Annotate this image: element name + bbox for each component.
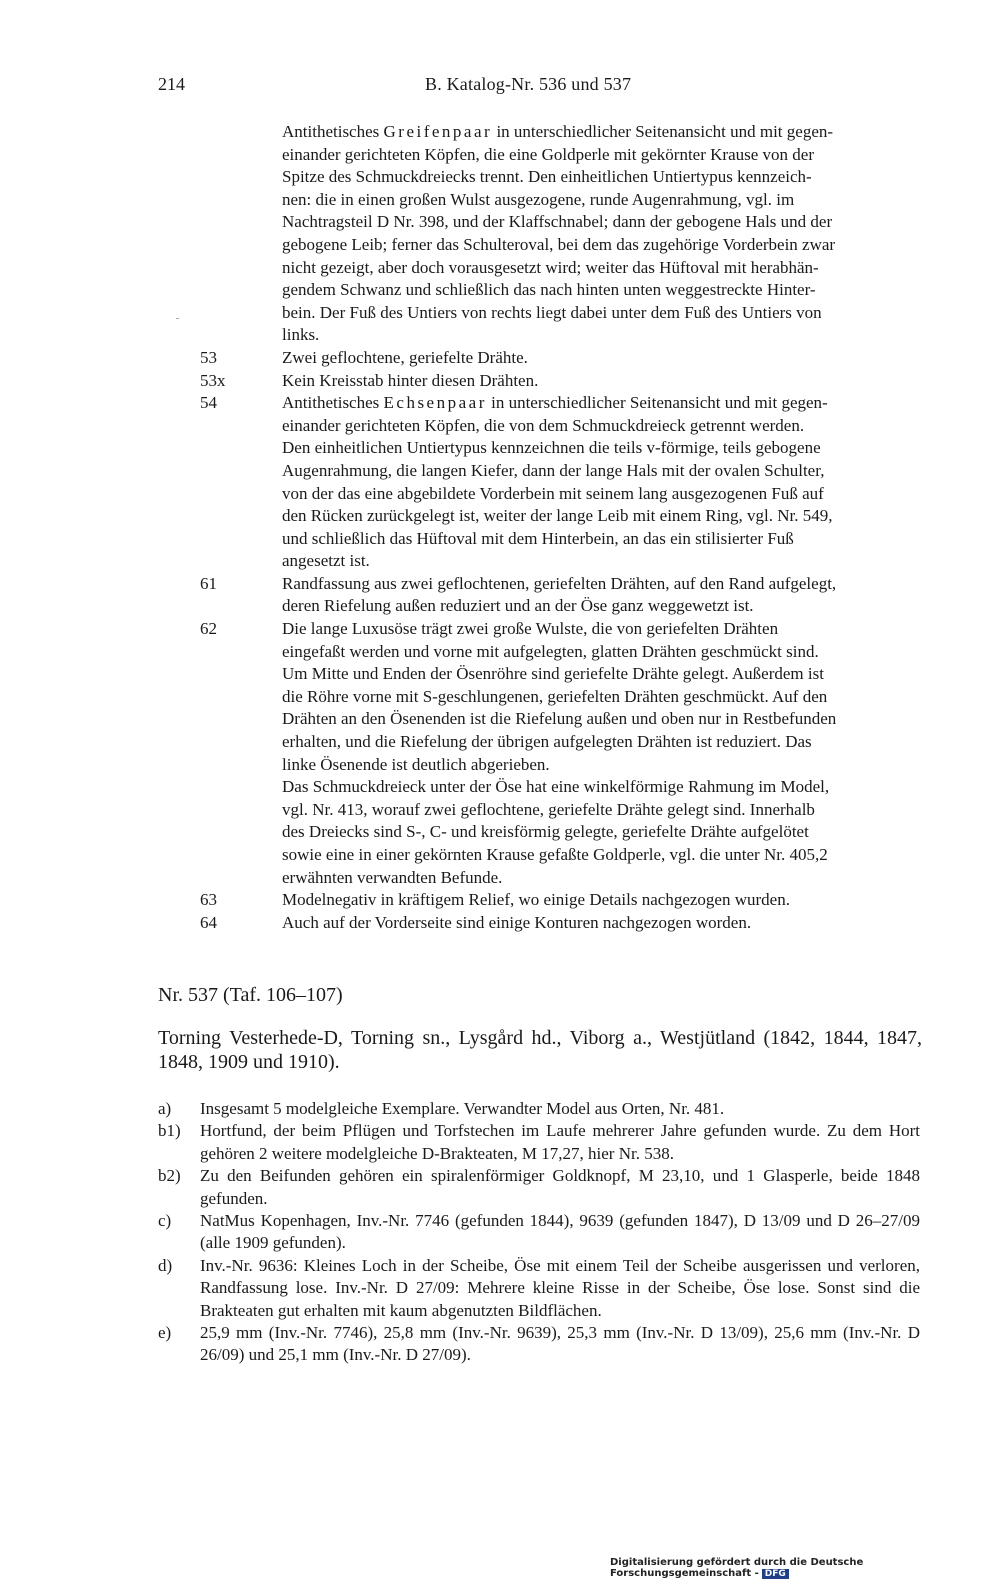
catalog-row-number: 63 [200,890,217,910]
property-key: c) [158,1211,172,1231]
text-line: Randfassung aus zwei geflochtenen, geriefelten Drähten, auf den Rand aufgelegt, [282,573,837,593]
property-key: b2) [158,1166,181,1186]
catalog-row-text [282,370,920,393]
catalog-row-text [282,912,920,935]
property-text: Zu den Beifunden gehören ein spiralenförmiger Goldknopf, M 23,10, und 1 Glasperle, beide 1848 gefunden. [200,1166,920,1208]
property-key: d) [158,1255,173,1275]
property-text: NatMus Kopenhagen, Inv.-Nr. 7746 (gefunden 1844), 9639 (gefunden 1847), D 13/09 und D 26–27/09 (alle 1909 gefunden). [200,1211,920,1253]
text-line: eingefaßt werden und vorne mit aufgelegten, glatten Drähten geschmückt sind. [282,641,819,661]
text-line: Um Mitte und Enden der Ösenröhre sind geriefelte Drähte gelegt. Außerdem ist [282,664,824,684]
catalog-row [0,889,1000,912]
text-line: deren Riefelung außen reduziert und an der Öse ganz weggewetzt ist. [282,596,754,616]
text-line: Antithetisches Greifenpaar in unterschiedlicher Seitenansicht und mit gegen- [282,122,834,141]
catalog-row [0,912,1000,935]
text-line: gendem Schwanz und schließlich das nach hinten unten weggestreckte Hinter- [282,280,816,300]
text-line: bein. Der Fuß des Untiers von rechts liegt dabei unter dem Fuß des Untiers von [282,302,822,322]
entry-location: Torning Vesterhede-D, Torning sn., Lysgård hd., Viborg a., Westjütland (1842, 1844, 1847, 1848, 1909 und 1910). [158,1027,922,1073]
catalog-row-number: 62 [200,619,217,639]
property-key: b1) [158,1121,181,1141]
catalog-row [0,618,1000,889]
text-line: Das Schmuckdreieck unter der Öse hat eine winkelförmige Rahmung im Model, [282,777,830,797]
catalog-row [0,370,1000,393]
property-text: Insgesamt 5 modelgleiche Exemplare. Verwandter Model aus Orten, Nr. 481. [200,1099,725,1118]
credit-text: Digitalisierung gefördert durch die Deutsche Forschungsgemeinschaft - [610,1557,864,1579]
text-line: sowie eine in einer gekörnten Krause gefaßte Goldperle, vgl. die unter Nr. 405,2 [282,845,828,864]
catalog-row [0,347,1000,370]
text-line: Augenrahmung, die langen Kiefer, dann der lange Hals mit der ovalen Schulter, [282,460,825,480]
text-line: Die lange Luxusöse trägt zwei große Wulste, die von geriefelten Drähten [282,619,779,639]
catalog-row-number: 53x [200,370,226,390]
text-line: erwähnten verwandten Befunde. [282,867,503,887]
text-line: linke Ösenende ist deutlich abgerieben. [282,754,550,774]
text-line: erhalten, und die Riefelung der übrigen aufgelegten Drähten ist reduziert. Das [282,732,812,752]
catalog-row-number: 61 [200,573,217,593]
text-line: einander gerichteten Köpfen, die von dem Schmuckdreieck getrennt werden. [282,415,805,435]
page-number: 214 [158,74,185,94]
text-line: und schließlich das Hüftoval mit dem Hinterbein, an das ein stilisierter Fuß [282,528,794,548]
text-line: den Rücken zurückgelegt ist, weiter der lange Leib mit einem Ring, vgl. Nr. 549, [282,506,833,526]
text-line: einander gerichteten Köpfen, die eine Goldperle mit gekörnter Krause von der [282,144,814,164]
property-row [0,1210,1000,1255]
text-line: des Dreiecks sind S-, C- und kreisförmig gelegte, geriefelte Drähte aufgelötet [282,822,809,842]
text-line: Spitze des Schmuckdreiecks trennt. Den einheitlichen Untiertypus kennzeich- [282,167,812,187]
property-key: e) [158,1323,172,1343]
property-text: Hortfund, der beim Pflügen und Torfstechen im Laufe mehrerer Jahre gefunden wurde. Zu dem Hort gehören 2 weitere modelgleiche D-Brakteaten, M 17,27, hier Nr. 538. [200,1121,920,1163]
text-line: links. [282,325,320,345]
text-line: Auch auf der Vorderseite sind einige Konturen nachgezogen worden. [282,912,752,932]
property-text: Inv.-Nr. 9636: Kleines Loch in der Scheibe, Öse mit einem Teil der Scheibe ausgerissen und verloren, Randfassung lose. Inv.-Nr. D 27/09: Mehrere kleine Risse in der Scheibe, Öse lose. Sonst sind die Brakteaten gut erhalten mit kaum abgenutzten Bildflächen. [200,1255,920,1320]
catalog-row-number: 54 [200,393,217,413]
text-line: vgl. Nr. 413, worauf zwei geflochtene, geriefelte Drähte gelegt sind. Innerhalb [282,799,815,819]
text-line: die Röhre vorne mit S-geschlungenen, geriefelten Drähten geschmückt. Auf den [282,686,828,706]
text-line: Zwei geflochtene, geriefelte Drähte. [282,347,528,367]
catalog-row-number: 53 [200,347,217,367]
spaced-term: Echsenpaar [383,393,487,413]
text-line: nicht gezeigt, aber doch vorausgesetzt wird; weiter das Hüftoval mit herabhän- [282,257,819,277]
property-row [0,1255,1000,1322]
text-line: von der das eine abgebildete Vorderbein mit seinem lang ausgezogenen Fuß auf [282,483,824,503]
catalog-row [0,392,1000,573]
catalog-row [0,573,1000,618]
property-row [0,1120,1000,1165]
property-row [0,1165,1000,1210]
property-text: 25,9 mm (Inv.-Nr. 7746), 25,8 mm (Inv.-Nr. 9639), 25,3 mm (Inv.-Nr. D 13/09), 25,6 mm (Inv.-Nr. D 26/09) und 25,1 mm (Inv.-Nr. D 27/09). [200,1323,920,1365]
catalog-row-text [282,889,920,912]
catalog-row-text [282,618,920,889]
text-line: gebogene Leib; ferner das Schulteroval, bei dem das zugehörige Vorderbein zwar [282,234,836,254]
property-row [0,1322,1000,1367]
page-header [0,74,1000,102]
property-key: a) [158,1099,172,1118]
catalog-row [0,121,1000,347]
property-row [0,1098,1000,1120]
catalog-row-number: 64 [200,912,217,932]
catalog-list [0,121,1000,934]
dfg-credit [610,1557,1000,1579]
text-line: angesetzt ist. [282,551,370,571]
text-line: Antithetisches Echsenpaar in unterschiedlicher Seitenansicht und mit gegen- [282,393,828,413]
text-line: Drähten an den Ösenenden ist die Riefelung außen und oben nur in Restbefunden [282,709,837,729]
entry-title: Nr. 537 (Taf. 106–107) [158,984,343,1006]
catalog-row-text [282,392,920,573]
text-line: nen: die in einen großen Wulst ausgezogene, runde Augenrahmung, vgl. im [282,189,795,209]
text-line: Den einheitlichen Untiertypus kennzeichnen die teils v-förmige, teils gebogene [282,438,821,458]
dfg-logo: DFG [762,1569,789,1579]
spaced-term: Greifenpaar [383,122,493,141]
running-head: B. Katalog-Nr. 536 und 537 [425,74,632,94]
property-list [0,1098,1000,1367]
catalog-row-text [282,121,920,347]
text-line: Modelnegativ in kräftigem Relief, wo einige Details nachgezogen wurden. [282,890,790,910]
text-line: Kein Kreisstab hinter diesen Drähten. [282,370,539,390]
catalog-row-text [282,347,920,370]
text-line: Nachtragsteil D Nr. 398, und der Klaffschnabel; dann der gebogene Hals und der [282,212,833,232]
catalog-row-text [282,573,920,618]
